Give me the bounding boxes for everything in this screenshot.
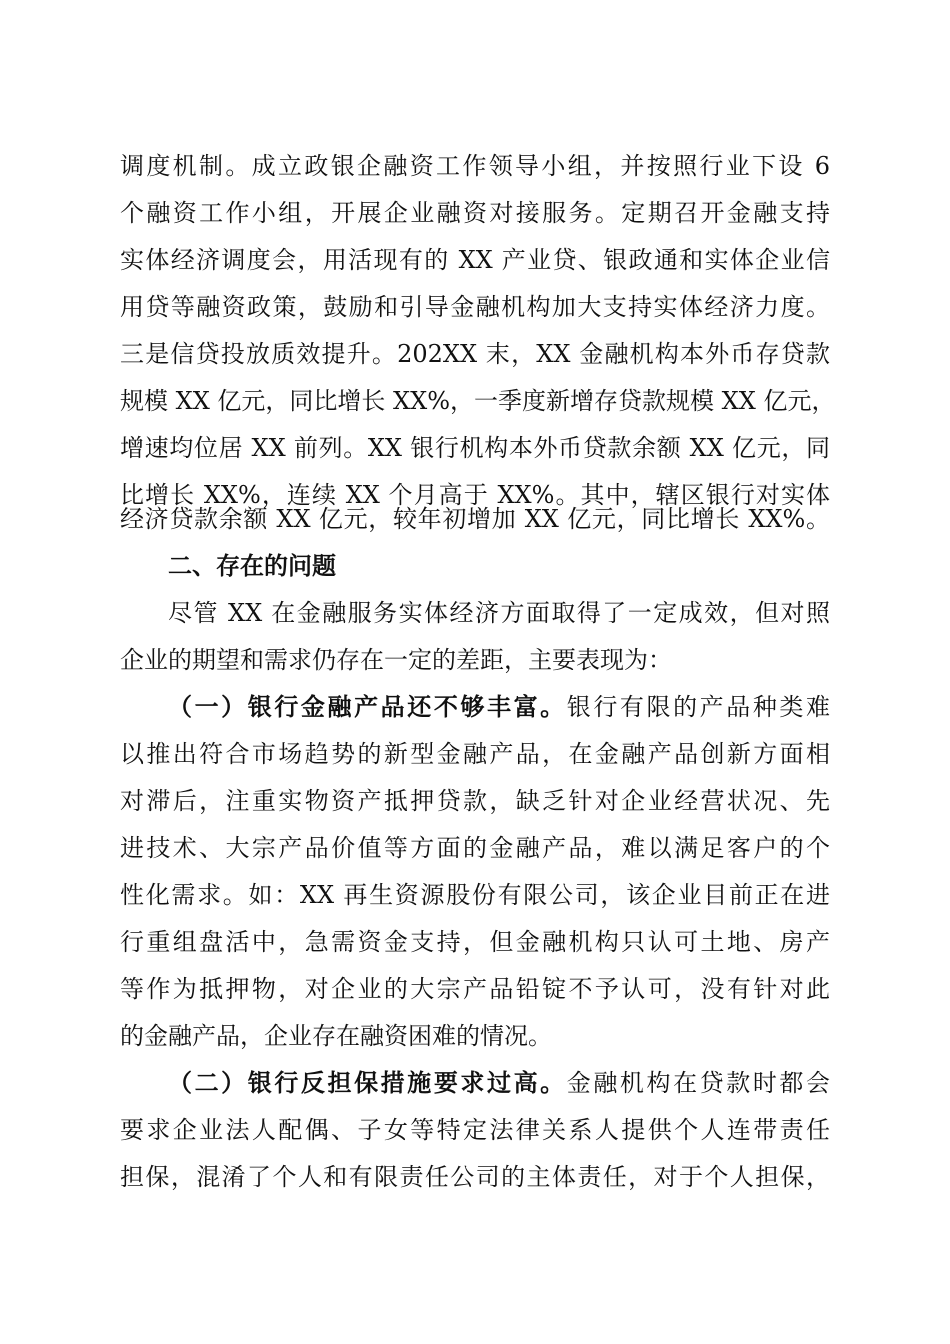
body-line: 性化需求。如：XX 再生资源股份有限公司，该企业目前正在进 [120, 881, 830, 909]
body-line: 调度机制。成立政银企融资工作领导小组，并按照行业下设 6 [120, 152, 830, 180]
body-line: 增速均位居 XX 前列。XX 银行机构本外币贷款余额 XX 亿元，同 [120, 434, 830, 462]
body-line: 以推出符合市场趋势的新型金融产品，在金融产品创新方面相 [120, 740, 830, 768]
item-title: （二）银行反担保措施要求过高。 [168, 1069, 567, 1097]
body-line: 三是信贷投放质效提升。202XX 末，XX 金融机构本外币存贷款 [120, 340, 830, 368]
body-line: 行重组盘活中，急需资金支持，但金融机构只认可土地、房产 [120, 928, 830, 956]
section-heading: 二、存在的问题 [168, 552, 336, 580]
item-first-line-rest: 银行有限的产品种类难 [566, 693, 830, 721]
body-line: 实体经济调度会，用活现有的 XX 产业贷、银政通和实体企业信 [120, 246, 830, 274]
body-line: 要求企业法人配偶、子女等特定法律关系人提供个人连带责任 [120, 1116, 830, 1144]
intro-line: 企业的期望和需求仍存在一定的差距，主要表现为： [120, 646, 672, 674]
body-line: 进技术、大宗产品价值等方面的金融产品，难以满足客户的个 [120, 834, 830, 862]
body-line: 对滞后，注重实物资产抵押贷款，缺乏针对企业经营状况、先 [120, 787, 830, 815]
body-line: 用贷等融资政策，鼓励和引导金融机构加大支持实体经济力度。 [120, 293, 830, 321]
body-line: 个融资工作小组，开展企业融资对接服务。定期召开金融支持 [120, 199, 830, 227]
body-line: 规模 XX 亿元，同比增长 XX%，一季度新增存贷款规模 XX 亿元， [120, 387, 836, 415]
body-line: 比增长 XX%，连续 XX 个月高于 XX%。其中，辖区银行对实体 [120, 481, 830, 509]
item-first-line [168, 688, 830, 726]
intro-line: 尽管 XX 在金融服务实体经济方面取得了一定成效，但对照 [168, 599, 830, 627]
body-line: 担保，混淆了个人和有限责任公司的主体责任，对于个人担保， [120, 1163, 830, 1191]
body-line: 经济贷款余额 XX 亿元，较年初增加 XX 亿元，同比增长 XX%。 [120, 505, 830, 533]
body-line: 的金融产品，企业存在融资困难的情况。 [120, 1022, 552, 1050]
item-title: （一）银行金融产品还不够丰富。 [168, 693, 567, 721]
item-first-line-rest: 金融机构在贷款时都会 [566, 1069, 830, 1097]
item-first-line [168, 1064, 830, 1102]
body-line: 等作为抵押物，对企业的大宗产品铅锭不予认可，没有针对此 [120, 975, 830, 1003]
